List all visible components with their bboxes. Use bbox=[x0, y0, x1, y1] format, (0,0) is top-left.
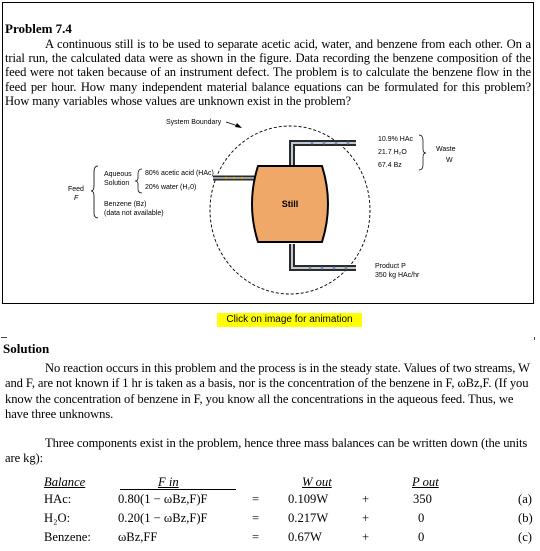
waste-pipe bbox=[292, 143, 356, 165]
solution-corner-mark-right bbox=[534, 337, 536, 340]
header-w-out: W out bbox=[302, 475, 332, 489]
row-label: H₂O: bbox=[44, 511, 71, 525]
waste-hac: 10.9% HAc bbox=[378, 136, 414, 143]
waste-pipe-inner bbox=[292, 143, 356, 165]
waste-h2o: 21.7 H₂O bbox=[378, 149, 407, 156]
row-equals: = bbox=[252, 492, 260, 506]
feed-symbol: F bbox=[74, 195, 79, 202]
waste-bz: 67.4 Bz bbox=[378, 162, 402, 169]
row-p-term: 0 bbox=[418, 511, 425, 525]
animation-button[interactable]: Click on image for animation bbox=[217, 313, 362, 327]
f-in-underline bbox=[120, 489, 236, 490]
feed-label: Feed bbox=[68, 186, 84, 193]
waste-symbol: W bbox=[446, 157, 453, 164]
water-percent: 20% water (H₂0) bbox=[145, 184, 197, 191]
row-plus: + bbox=[362, 492, 370, 506]
problem-title: Problem 7.4 bbox=[5, 21, 72, 36]
solution-title: Solution bbox=[3, 341, 50, 356]
benzene-note: (data not available) bbox=[104, 210, 164, 217]
row-f-term: 0.80(1 − ωBz,F)F bbox=[118, 492, 208, 506]
product-pipe-inner bbox=[292, 244, 356, 268]
waste-label: Waste bbox=[436, 146, 456, 153]
boundary-arrow-head bbox=[235, 123, 242, 128]
aqueous-brace bbox=[135, 169, 142, 193]
problem-text: A continuous still is to be used to separate acetic acid, water, and benzene from each other. On a trial run, the calculated data were as shown in the figure. Data recording the benzene composition of the feed were not taken because of an instrument defect. The problem is to calculate the benzene flow in the feed per hour. How many independent material balance equations can be formulated for this problem? How many variables whose values are unknown exist in the problem? bbox=[5, 37, 531, 108]
solution-paragraph-2: Three components exist in the problem, hence three mass balances can be written down (the units are kg): bbox=[5, 436, 528, 466]
waste-brace bbox=[419, 135, 426, 170]
solution-label: Solution bbox=[104, 180, 130, 187]
row-label: Benzene: bbox=[44, 530, 91, 544]
row-tag: (a) bbox=[518, 492, 532, 506]
row-w-term: 0.217W bbox=[288, 511, 329, 525]
row-plus: + bbox=[362, 511, 370, 525]
aqueous-label: Aqueous bbox=[104, 171, 132, 178]
row-equals: = bbox=[252, 511, 260, 525]
system-boundary-label: System Boundary bbox=[166, 119, 222, 126]
row-f-term: 0.20(1 − ωBz,F)F bbox=[118, 511, 208, 525]
row-equals: = bbox=[252, 530, 260, 544]
header-p-out: P out bbox=[412, 475, 439, 489]
row-w-term: 0.67W bbox=[288, 530, 322, 544]
row-tag: (b) bbox=[518, 511, 533, 525]
row-label: HAc: bbox=[44, 492, 72, 506]
row-w-term: 0.109W bbox=[288, 492, 329, 506]
row-plus: + bbox=[362, 530, 370, 544]
header-balance: Balance bbox=[44, 475, 86, 489]
acetic-acid-percent: 80% acetic acid (HAc) bbox=[145, 170, 214, 177]
solution-paragraph-1: No reaction occurs in this problem and the process is in the steady state. Values of two streams, W and F, are not known if 1 hr is taken as a basis, nor is the concentration of the benzene in F, ωBz,F. (If you know the concentration of benzene in F, you know all the concentrations in the aqueous feed. Thus, we have three unknowns. bbox=[5, 361, 530, 422]
row-tag: (c) bbox=[518, 530, 532, 544]
product-label: Product P bbox=[375, 263, 406, 270]
benzene-label: Benzene (Bz) bbox=[104, 201, 147, 208]
header-f-in: F in bbox=[158, 475, 179, 489]
row-f-term: ωBz,FF bbox=[118, 530, 158, 544]
still-label: Still bbox=[281, 199, 299, 209]
row-p-term: 0 bbox=[418, 530, 425, 544]
product-pipe bbox=[292, 244, 356, 268]
feed-brace bbox=[91, 166, 98, 218]
product-value: 350 kg HAc/hr bbox=[375, 272, 420, 279]
row-p-term: 350 bbox=[413, 492, 432, 506]
